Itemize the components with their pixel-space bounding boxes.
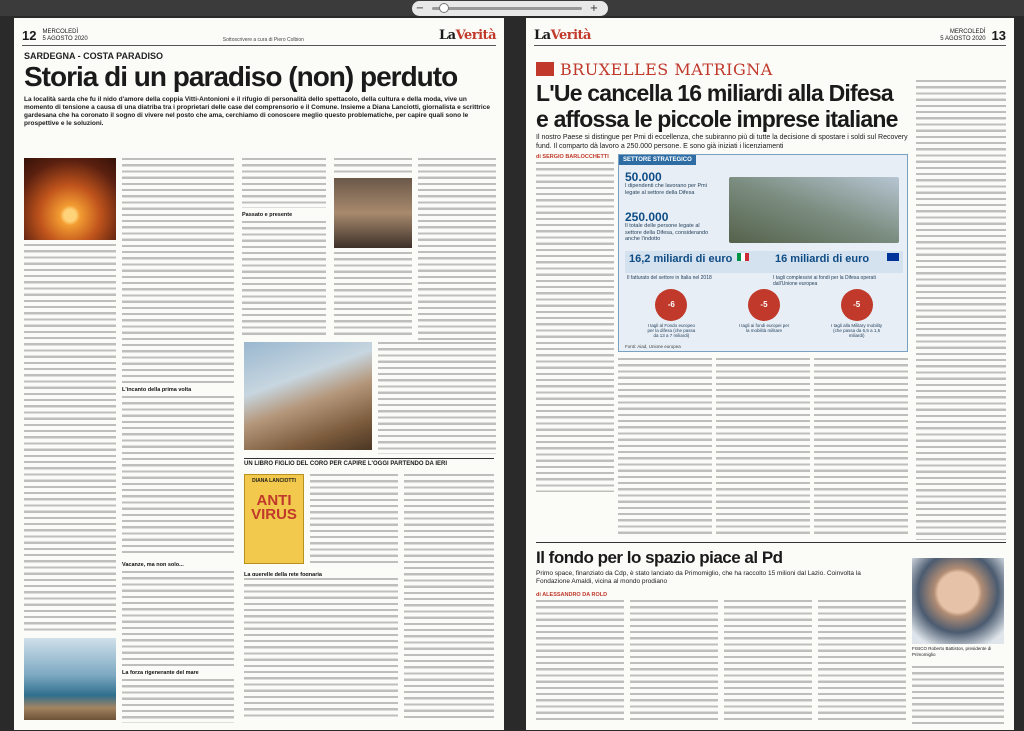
article2-column-4 — [818, 600, 906, 724]
zoom-in-icon[interactable]: + — [589, 3, 599, 14]
byline: di SERGIO BARLOCCHETTI — [536, 154, 609, 160]
page-header — [22, 28, 496, 46]
infographic — [618, 154, 908, 352]
cut-item: -6 I tagli al Fondo europeo per la difesa (che passa da 13 a 7 miliardi) — [645, 289, 697, 337]
zoom-slider-thumb[interactable] — [439, 3, 449, 13]
pdf-viewer-toolbar — [0, 0, 1024, 16]
article-column-6 — [378, 342, 496, 454]
article-column-2d — [122, 679, 234, 723]
article-column-2b — [122, 396, 234, 556]
rock-photo — [244, 342, 372, 450]
standfirst-2: Primo space, finanziato da Cdp, è stato lanciato da Primomiglio, che ha raccolto 15 milioni dal Lazio. Coinvolta la Fondazione Amaldi, vicina al mondo prodiano — [536, 570, 861, 585]
cut-item: -5 I tagli ai fondi europei per la mobilità militare — [738, 289, 790, 337]
subhead: L'incanto della prima volta — [122, 387, 192, 393]
article-column-1 — [536, 162, 614, 492]
money-caption-2: I tagli complessivi ai fondi per la Difesa operati dall'Unione europea — [773, 275, 876, 287]
standfirst: Il nostro Paese si distingue per Pmi di eccellenza, che subiranno più di tutte la decisione di spostare i soldi sul Recovery fund. Il comparto dà lavoro a 250.000 persone. E sono già iniziati i licenziamenti — [536, 134, 908, 150]
photo-caption — [334, 252, 412, 338]
cuts-circles — [625, 289, 903, 337]
article-column-5 — [418, 158, 496, 343]
article2-column-3 — [724, 600, 812, 724]
page-number: 12 — [22, 28, 37, 43]
rubric-marker — [536, 62, 554, 76]
standfirst: La località sarda che fu il nido d'amore della coppia Vitti-Antonioni e il rifugio di personalità dello spettacolo, della cultura e della moda, vive un momento di tensione a causa di una diatriba tra i proprietari delle case del comprensorio e il Comune. Insieme a Diana Lanciotti, giornalista e scrittrice gardesana che ha coronato il sogno di vivere nel posto che ama, cerchiamo di conoscere meglio questo problematiche, per capire quali sono le prospettive e le soluzioni. — [24, 96, 490, 127]
section-kicker: SARDEGNA - COSTA PARADISO — [24, 51, 164, 61]
subhead: Vacanze, ma non solo... — [122, 562, 184, 568]
headline: Storia di un paradiso (non) perduto — [24, 61, 458, 92]
cut-item: -5 I tagli alla Military mobility (che passa da 6,5 a 1,5 miliardi) — [831, 289, 883, 337]
coast-photo — [24, 638, 116, 720]
tank-photo — [729, 177, 899, 243]
subhead: La querelle della rete fognaria — [244, 572, 322, 576]
article-column-5 — [916, 80, 1006, 540]
zoom-control — [412, 1, 608, 16]
newspaper-page-12 — [14, 18, 504, 730]
subhead: La forza rigenerante del mare — [122, 670, 199, 676]
book-sidebar-title: UN LIBRO FIGLIO DEL CORO PER CAPIRE L'OGGI PARTENDO DA IERI — [244, 458, 494, 467]
byline-2: di ALESSANDRO DA ROLD — [536, 592, 608, 598]
headline: L'Ue cancella 16 miliardi alla Difesa e affossa le piccole imprese italiane — [536, 80, 898, 132]
article-column-1 — [24, 244, 116, 634]
infographic-stat-1: 50.000 I dipendenti che lavorano per Pmi legate al settore della Difesa — [625, 170, 707, 196]
article-column-4 — [814, 358, 908, 534]
infographic-title: SETTORE STRATEGICO — [619, 155, 696, 165]
article-column-3b — [242, 221, 326, 339]
newspaper-page-13 — [526, 18, 1014, 730]
photo-caption: FISICO Roberto Battiston, presidente di Primomiglio — [912, 646, 992, 657]
header-note: Sottoscrivere a cura di Piero Colbion — [222, 37, 304, 43]
article2-column-5 — [912, 666, 1004, 724]
date-line: MERCOLEDÌ 5 AGOSTO 2020 — [940, 29, 986, 42]
masthead: LaVerità — [534, 28, 591, 43]
headline-2: Il fondo per lo spazio piace al Pd — [536, 548, 783, 567]
portrait-photo — [912, 558, 1004, 644]
eu-flag-icon — [887, 253, 899, 261]
money-caption-1: Il fatturato del settore in Italia nel 2018 — [627, 275, 712, 281]
italy-flag-icon — [737, 253, 749, 261]
sunset-photo — [24, 158, 116, 240]
zoom-out-icon[interactable]: − — [415, 3, 425, 14]
article-column-4a — [334, 158, 412, 176]
book-sidebar — [244, 458, 494, 720]
article-column-2c — [122, 571, 234, 666]
article-column-2 — [618, 358, 712, 534]
author-photo — [334, 178, 412, 248]
article2-column-1 — [536, 600, 624, 724]
infographic-money-bar: 16,2 miliardi di euro 16 miliardi di euro — [625, 251, 903, 273]
subhead: Passato e presente — [242, 212, 293, 218]
infographic-source: Fonti: Aiad, Unione europea — [625, 344, 681, 349]
section-divider — [536, 542, 1006, 543]
article-column-2 — [122, 158, 234, 383]
zoom-slider[interactable] — [432, 7, 582, 10]
article-column-3 — [716, 358, 810, 534]
masthead: LaVerità — [439, 28, 496, 43]
article2-column-2 — [630, 600, 718, 724]
book-title: ANTI VIRUS — [251, 492, 297, 523]
date-line: MERCOLEDÌ 5 AGOSTO 2020 — [42, 29, 88, 42]
page-number: 13 — [991, 28, 1006, 43]
article-column-3 — [242, 158, 326, 208]
infographic-stat-2: 250.000 Il totale delle persone legate al settore della Difesa, considerando anche l'indotto — [625, 210, 709, 242]
rubric: BRUXELLES MATRIGNA — [560, 60, 773, 79]
page-header — [534, 28, 1006, 46]
book-cover: DIANA LANCIOTTI ANTI VIRUS — [244, 474, 304, 564]
